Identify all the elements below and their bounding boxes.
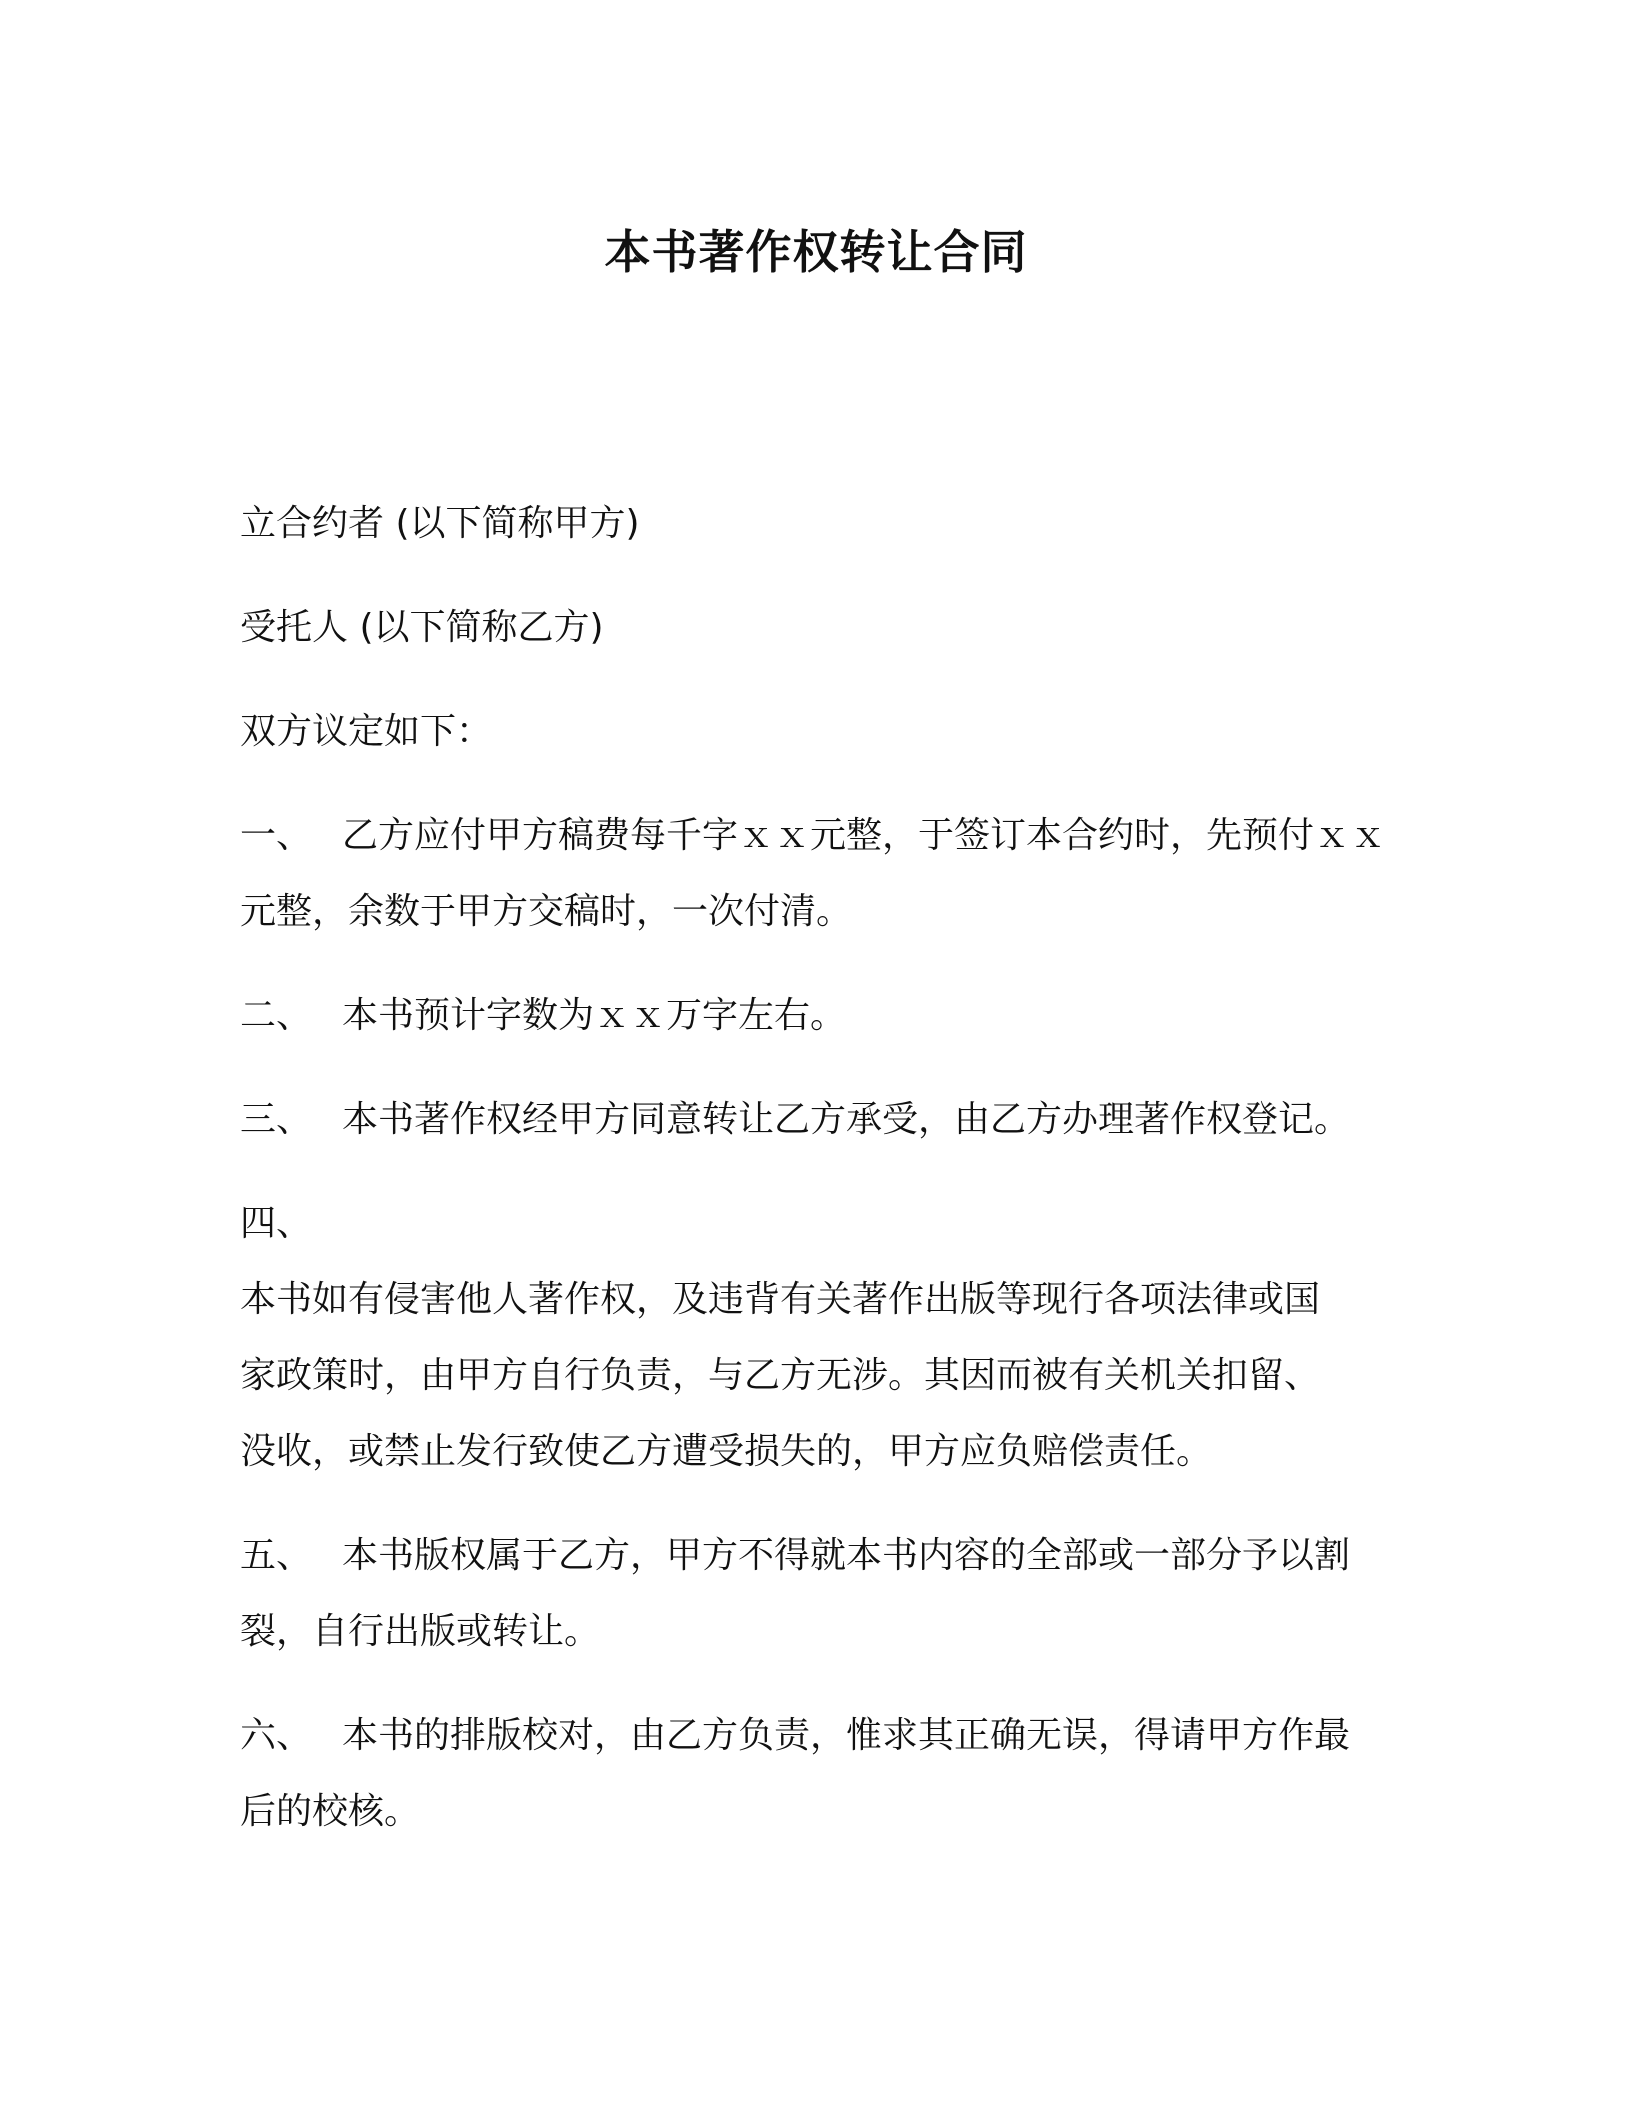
clause-number: 六、 <box>240 1715 313 1756</box>
clause-number: 五、 <box>240 1535 313 1576</box>
clause-2 <box>240 978 1400 1054</box>
agreement-intro: 双方议定如下： <box>240 711 493 752</box>
clause-text: 乙方应付甲方稿费每千字ｘｘ元整，于签订本合约时，先预付ｘｘ <box>342 815 1387 856</box>
clause-6-line-2: 后的校核。 <box>240 1791 421 1832</box>
party-b-line: 受托人 (以下简称乙方) <box>240 607 604 648</box>
clause-1-line-1 <box>240 798 1400 874</box>
document-title: 本书著作权转让合同 <box>604 225 1028 279</box>
clause-3 <box>240 1082 1400 1158</box>
party-a-line: 立合约者 (以下简称甲方) <box>240 503 640 544</box>
clause-text: 本书著作权经甲方同意转让乙方承受，由乙方办理著作权登记。 <box>342 1099 1351 1140</box>
clause-4-line-2: 家政策时，由甲方自行负责，与乙方无涉。其因而被有关机关扣留、 <box>240 1355 1321 1396</box>
clause-4-number: 四、 <box>240 1203 313 1244</box>
clause-text: 本书预计字数为ｘｘ万字左右。 <box>342 995 847 1036</box>
clause-text: 本书的排版校对，由乙方负责，惟求其正确无误，得请甲方作最 <box>342 1715 1351 1756</box>
clause-1-line-2: 元整，余数于甲方交稿时，一次付清。 <box>240 891 853 932</box>
clause-4-line-1: 本书如有侵害他人著作权，及违背有关著作出版等现行各项法律或国 <box>240 1279 1321 1320</box>
clause-text: 本书版权属于乙方，甲方不得就本书内容的全部或一部分予以割 <box>342 1535 1351 1576</box>
clause-5-line-1 <box>240 1518 1400 1594</box>
clause-6-line-1 <box>240 1698 1400 1774</box>
clause-5-line-2: 裂，自行出版或转让。 <box>240 1611 601 1652</box>
clause-number: 一、 <box>240 815 313 856</box>
clause-4-line-3: 没收，或禁止发行致使乙方遭受损失的，甲方应负赔偿责任。 <box>240 1431 1213 1472</box>
clause-number: 二、 <box>240 995 313 1036</box>
clause-number: 三、 <box>240 1099 313 1140</box>
